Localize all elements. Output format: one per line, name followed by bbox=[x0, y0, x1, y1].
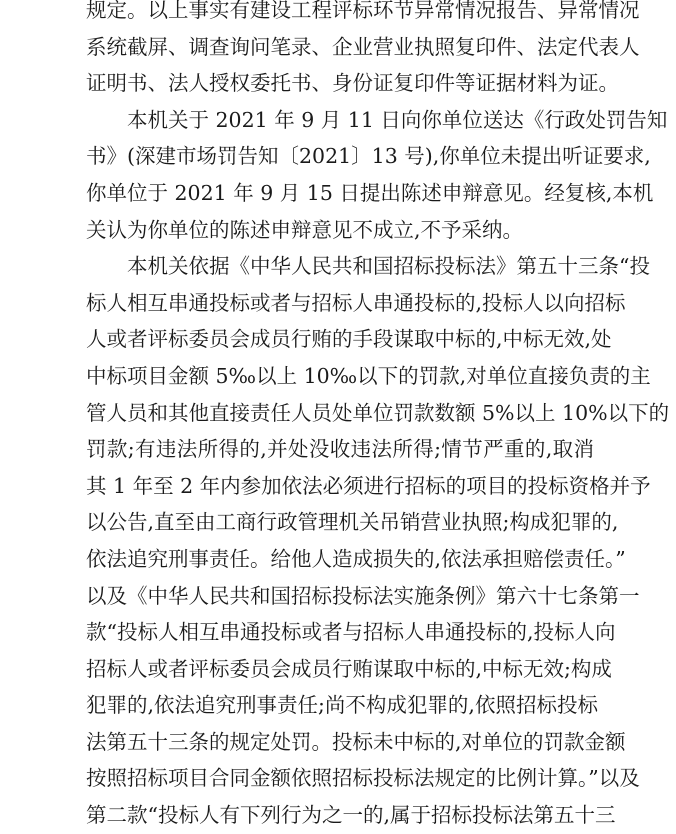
text-line: 你单位于 2021 年 9 月 15 日提出陈述申辩意见。经复核,本机 bbox=[86, 180, 654, 205]
text-line: 本机关于 2021 年 9 月 11 日向你单位送达《行政处罚告知 bbox=[127, 107, 668, 132]
paragraph-legal-basis bbox=[86, 248, 670, 834]
text-line: 关认为你单位的陈述申辩意见不成立,不予采纳。 bbox=[86, 217, 524, 242]
text-line: 中标项目金额 5‰以上 10‰以下的罚款,对单位直接负责的主 bbox=[86, 363, 651, 388]
text-line: 证明书、法人授权委托书、身份证复印件等证据材料为证。 bbox=[86, 71, 619, 96]
text-line: 按照招标项目合同金额依照招标投标法规定的比例计算。”以及 bbox=[86, 766, 640, 791]
text-line: 第二款“投标人有下列行为之一的,属于招标投标法第五十三 bbox=[86, 803, 616, 828]
text-line: 款“投标人相互串通投标或者与招标人串通投标的,投标人向 bbox=[86, 620, 616, 645]
text-line: 依法追究刑事责任。给他人造成损失的,依法承担赔偿责任。” bbox=[86, 546, 626, 571]
text-line: 书》(深建市场罚告知〔2021〕13 号),你单位未提出听证要求, bbox=[86, 144, 651, 169]
text-line: 管人员和其他直接责任人员处单位罚款数额 5%以上 10%以下的 bbox=[86, 400, 670, 425]
paragraph-notice bbox=[86, 102, 668, 248]
text-line: 以公告,直至由工商行政管理机关吊销营业执照;构成犯罪的, bbox=[86, 510, 619, 535]
text-line: 招标人或者评标委员会成员行贿谋取中标的,中标无效;构成 bbox=[86, 656, 612, 681]
text-line: 犯罪的,依法追究刑事责任;尚不构成犯罪的,依照招标投标 bbox=[86, 693, 598, 718]
document-page bbox=[86, 0, 670, 834]
text-line: 系统截屏、调查询问笔录、企业营业执照复印件、法定代表人 bbox=[86, 34, 640, 59]
text-line: 罚款;有违法所得的,并处没收违法所得;情节严重的,取消 bbox=[86, 437, 594, 462]
text-line: 以及《中华人民共和国招标投标法实施条例》第六十七条第一 bbox=[86, 583, 640, 608]
text-line: 规定。以上事实有建设工程评标环节异常情况报告、异常情况 bbox=[86, 0, 640, 22]
text-line: 其 1 年至 2 年内参加依法必须进行招标的项目的投标资格并予 bbox=[86, 473, 651, 498]
text-line: 人或者评标委员会成员行贿的手段谋取中标的,中标无效,处 bbox=[86, 327, 612, 352]
text-line: 标人相互串通投标或者与招标人串通投标的,投标人以向招标 bbox=[86, 290, 626, 315]
text-line: 法第五十三条的规定处罚。投标未中标的,对单位的罚款金额 bbox=[86, 729, 626, 754]
text-line: 本机关依据《中华人民共和国招标投标法》第五十三条“投 bbox=[127, 254, 650, 279]
paragraph-evidence bbox=[86, 0, 640, 102]
